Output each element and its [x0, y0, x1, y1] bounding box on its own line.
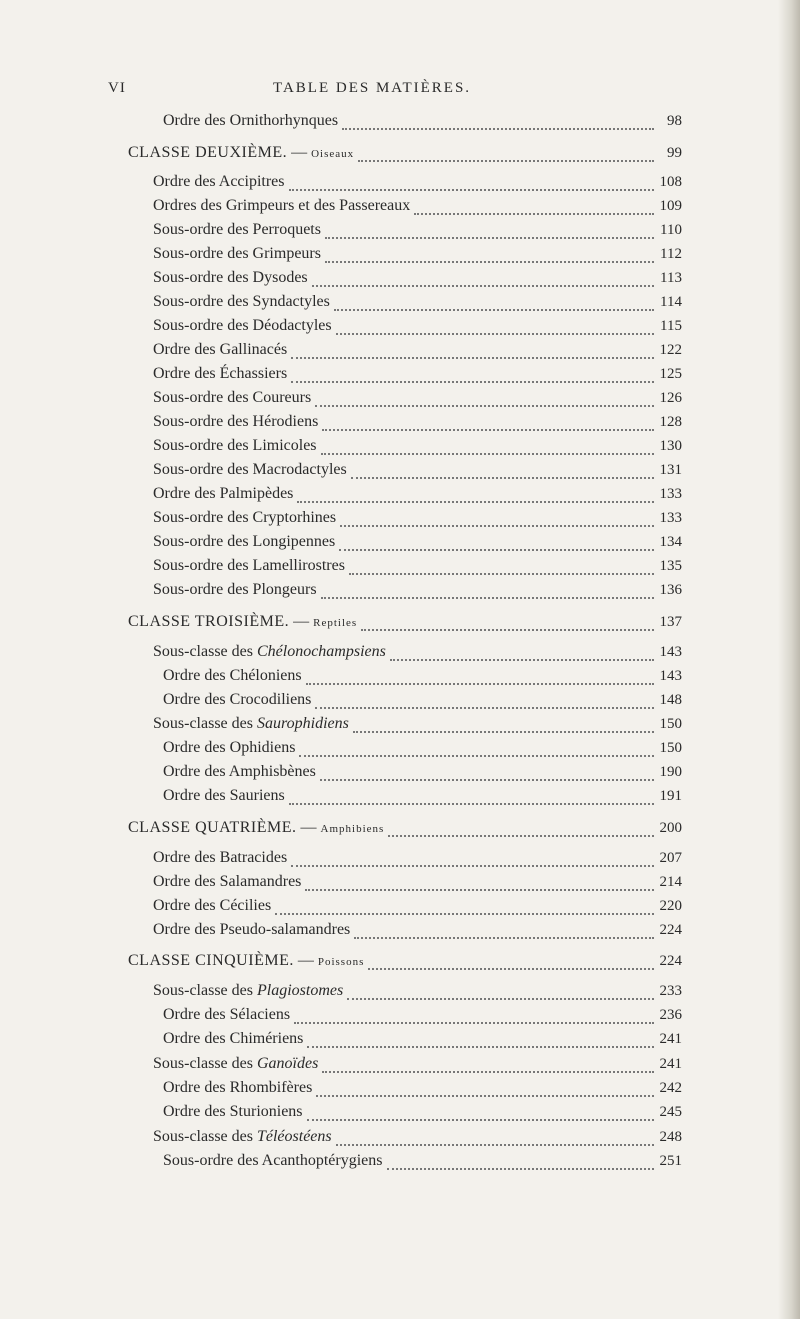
toc-entry: [153, 873, 682, 895]
toc-page-number: 143: [659, 644, 682, 660]
toc-entry: [163, 112, 682, 134]
toc-page-number: 115: [660, 318, 682, 334]
toc-page-number: 241: [659, 1056, 682, 1072]
dash: —: [287, 144, 312, 161]
running-header: [108, 80, 548, 104]
dot-leader: [358, 148, 654, 162]
toc-entry-label: Sous-ordre des Plongeurs: [153, 581, 317, 598]
dot-leader: [354, 925, 654, 939]
toc-entry-label: Sous-ordre des Lamellirostres: [153, 557, 345, 574]
toc-page-number: 191: [659, 788, 682, 804]
toc-page-number: 135: [659, 558, 682, 574]
toc-page-number: 114: [660, 294, 682, 310]
toc-class-heading: [128, 819, 682, 841]
toc-entry: [153, 197, 682, 219]
toc-entry: [163, 739, 682, 761]
toc-page-number: 224: [659, 953, 682, 969]
toc-page-number: 233: [659, 983, 682, 999]
toc-entry-label: Sous-ordre des Perroquets: [153, 221, 321, 238]
toc-entry-label: Sous-ordre des Longipennes: [153, 533, 336, 550]
dot-leader: [306, 671, 654, 685]
toc-entry-label: Ordre des Amphisbènes: [163, 763, 316, 780]
entry-prefix: Sous-classe des: [153, 643, 257, 660]
running-title: TABLE DES MATIÈRES.: [273, 80, 472, 96]
toc-entry: [153, 365, 682, 387]
dot-leader: [291, 369, 654, 383]
toc-entry-label: [128, 613, 357, 631]
toc-page-number: 108: [659, 174, 682, 190]
class-group-name: Reptiles: [313, 617, 358, 629]
toc-page-number: 122: [659, 342, 682, 358]
toc-class-heading: [128, 952, 682, 974]
toc-entry: [163, 763, 682, 785]
toc-entry: [153, 485, 682, 507]
toc-entry-label: Ordre des Salamandres: [153, 873, 302, 890]
toc-entry: [153, 897, 682, 919]
toc-entry: [153, 509, 682, 531]
toc-entry: [153, 1128, 682, 1150]
entry-prefix: Sous-classe des: [153, 715, 257, 732]
toc-entry: [163, 1030, 682, 1052]
toc-page-number: 220: [659, 898, 682, 914]
toc-page-number: 133: [659, 486, 682, 502]
entry-taxon-italic: Saurophidiens: [256, 715, 349, 732]
dot-leader: [390, 647, 654, 661]
toc-entry-label: [128, 819, 384, 837]
dot-leader: [320, 767, 654, 781]
dot-leader: [342, 116, 654, 130]
toc-entry-label: Ordre des Accipitres: [153, 173, 285, 190]
dot-leader: [305, 877, 654, 891]
toc-entry-label: Ordre des Chimériens: [163, 1030, 304, 1047]
toc-entry-label: [128, 952, 364, 970]
class-group-name: Poissons: [317, 956, 365, 968]
toc-page-number: 110: [660, 222, 682, 238]
toc-page-number: 200: [659, 820, 682, 836]
toc-page-number: 150: [659, 740, 682, 756]
toc-entry-label: Ordre des Palmipèdes: [153, 485, 294, 502]
toc-page-number: 148: [659, 692, 682, 708]
dot-leader: [353, 719, 654, 733]
dot-leader: [316, 1083, 654, 1097]
toc-page-number: 130: [659, 438, 682, 454]
page-edge-shadow: [778, 0, 800, 1319]
toc-page-number: 99: [667, 145, 682, 161]
toc-entry-label: [153, 1128, 332, 1146]
toc-entry-label: Sous-ordre des Acanthoptérygiens: [163, 1152, 383, 1169]
dot-leader: [368, 956, 654, 970]
class-group-name: Amphibiens: [320, 823, 385, 835]
dot-leader: [275, 901, 654, 915]
toc-page-number: 248: [659, 1129, 682, 1145]
toc-entry-label: Sous-ordre des Dysodes: [153, 269, 308, 286]
dot-leader: [299, 743, 654, 757]
toc-page-number: 133: [659, 510, 682, 526]
dot-leader: [387, 1156, 654, 1170]
toc-entry: [153, 581, 682, 603]
toc-entry-label: Ordre des Chéloniens: [163, 667, 302, 684]
toc-entry: [163, 691, 682, 713]
entry-prefix: Sous-classe des: [153, 982, 257, 999]
dot-leader: [361, 617, 654, 631]
toc-entry-label: Ordre des Ornithorhynques: [163, 112, 339, 129]
dot-leader: [312, 273, 654, 287]
dot-leader: [291, 345, 654, 359]
toc-page-number: 109: [659, 198, 682, 214]
toc-page-number: 245: [659, 1104, 682, 1120]
dot-leader: [347, 986, 654, 1000]
toc-page-number: 137: [659, 614, 682, 630]
dot-leader: [325, 225, 654, 239]
toc-page-number: 214: [659, 874, 682, 890]
toc-entry-label: Ordre des Ophidiens: [163, 739, 296, 756]
toc-page-number: 136: [659, 582, 682, 598]
toc-page-number: 131: [659, 462, 682, 478]
toc-entry-label: [153, 1055, 318, 1073]
toc-entry-label: Ordre des Crocodiliens: [163, 691, 312, 708]
class-name: CLASSE DEUXIÈME.: [128, 144, 288, 161]
toc-page-number: 190: [659, 764, 682, 780]
toc-entry: [153, 245, 682, 267]
dot-leader: [339, 537, 654, 551]
dot-leader: [307, 1034, 654, 1048]
toc-entry-label: Ordre des Batracides: [153, 849, 288, 866]
toc-page-number: 241: [659, 1031, 682, 1047]
dot-leader: [340, 513, 654, 527]
toc-entry: [153, 533, 682, 555]
dot-leader: [322, 1059, 654, 1073]
toc-class-heading: [128, 613, 682, 635]
entry-taxon-italic: Téléostéens: [256, 1128, 332, 1145]
toc-entry: [153, 643, 682, 665]
dot-leader: [322, 417, 654, 431]
entry-taxon-italic: Plagiostomes: [256, 982, 344, 999]
toc-entry-label: Sous-ordre des Déodactyles: [153, 317, 332, 334]
toc-entry: [153, 269, 682, 291]
dot-leader: [289, 177, 654, 191]
toc-entry: [153, 389, 682, 411]
toc-entry: [153, 317, 682, 339]
dot-leader: [334, 297, 654, 311]
dash: —: [289, 613, 314, 630]
toc-entry-label: [128, 144, 354, 162]
entry-taxon-italic: Ganoïdes: [256, 1055, 319, 1072]
toc-entry: [163, 1103, 682, 1125]
toc-entry-label: Sous-ordre des Cryptorhines: [153, 509, 337, 526]
page-number: VI: [108, 80, 126, 96]
toc-entry-label: [153, 643, 386, 661]
toc-entry-label: Ordres des Grimpeurs et des Passereaux: [153, 197, 411, 214]
class-name: CLASSE TROISIÈME.: [128, 613, 290, 630]
toc-entry-label: Ordre des Sauriens: [163, 787, 285, 804]
toc-entry: [153, 293, 682, 315]
dot-leader: [321, 441, 654, 455]
toc-entry: [153, 982, 682, 1004]
toc-entry-label: Ordre des Gallinacés: [153, 341, 288, 358]
toc-page-number: 125: [659, 366, 682, 382]
dot-leader: [315, 393, 654, 407]
dot-leader: [289, 791, 654, 805]
dot-leader: [388, 823, 654, 837]
toc-entry-label: Ordre des Pseudo-salamandres: [153, 921, 351, 938]
toc-page-number: 242: [659, 1080, 682, 1096]
dot-leader: [291, 853, 654, 867]
dot-leader: [325, 249, 654, 263]
toc-entry: [163, 787, 682, 809]
toc-entry: [163, 1079, 682, 1101]
toc-entry-label: [153, 982, 343, 1000]
dot-leader: [297, 489, 654, 503]
toc-entry: [153, 221, 682, 243]
toc-entry: [153, 341, 682, 363]
toc-entry-label: Ordre des Cécilies: [153, 897, 272, 914]
toc-page-number: 126: [659, 390, 682, 406]
dash: —: [293, 952, 318, 969]
class-name: CLASSE CINQUIÈME.: [128, 952, 294, 969]
toc-entry-label: Ordre des Rhombifères: [163, 1079, 313, 1096]
dot-leader: [336, 321, 654, 335]
toc-entry-label: Sous-ordre des Hérodiens: [153, 413, 319, 430]
toc-page-number: 113: [660, 270, 682, 286]
toc-page-number: 143: [659, 668, 682, 684]
toc-page-number: 134: [659, 534, 682, 550]
class-group-name: Oiseaux: [311, 148, 355, 160]
toc-entry-label: Sous-ordre des Limicoles: [153, 437, 317, 454]
entry-prefix: Sous-classe des: [153, 1055, 257, 1072]
toc-page-number: 150: [659, 716, 682, 732]
toc-entry: [153, 413, 682, 435]
dot-leader: [414, 201, 654, 215]
toc-entry-label: Ordre des Sélaciens: [163, 1006, 291, 1023]
toc-page-number: 236: [659, 1007, 682, 1023]
toc-entry-label: [153, 715, 349, 733]
dot-leader: [351, 465, 654, 479]
toc-entry-label: Ordre des Échassiers: [153, 365, 288, 382]
entry-taxon-italic: Chélonochampsiens: [256, 643, 386, 660]
toc-entry: [163, 1006, 682, 1028]
dot-leader: [349, 561, 654, 575]
toc-entry-label: Sous-ordre des Syndactyles: [153, 293, 330, 310]
toc-entry-label: Sous-ordre des Grimpeurs: [153, 245, 321, 262]
entry-prefix: Sous-classe des: [153, 1128, 257, 1145]
dot-leader: [294, 1010, 654, 1024]
dot-leader: [307, 1107, 654, 1121]
toc-entry: [153, 1055, 682, 1077]
toc-entry: [163, 667, 682, 689]
toc-entry-label: Ordre des Sturioniens: [163, 1103, 303, 1120]
toc-entry: [153, 849, 682, 871]
toc-page-number: 98: [667, 113, 682, 129]
toc-entry: [153, 173, 682, 195]
toc-entry: [153, 461, 682, 483]
toc-entry: [153, 557, 682, 579]
dot-leader: [321, 585, 654, 599]
toc-page-number: 112: [660, 246, 682, 262]
dash: —: [296, 819, 321, 836]
toc-class-heading: [128, 144, 682, 166]
dot-leader: [315, 695, 654, 709]
class-name: CLASSE QUATRIÈME.: [128, 819, 297, 836]
toc-entry: [153, 921, 682, 943]
toc-entry-label: Sous-ordre des Macrodactyles: [153, 461, 347, 478]
toc-page-number: 128: [659, 414, 682, 430]
toc-page-number: 251: [659, 1153, 682, 1169]
dot-leader: [336, 1132, 654, 1146]
toc-page-number: 207: [659, 850, 682, 866]
toc-entry: [153, 715, 682, 737]
toc-entry: [153, 437, 682, 459]
toc-entry: [163, 1152, 682, 1174]
toc-page-number: 224: [659, 922, 682, 938]
toc-entry-label: Sous-ordre des Coureurs: [153, 389, 312, 406]
